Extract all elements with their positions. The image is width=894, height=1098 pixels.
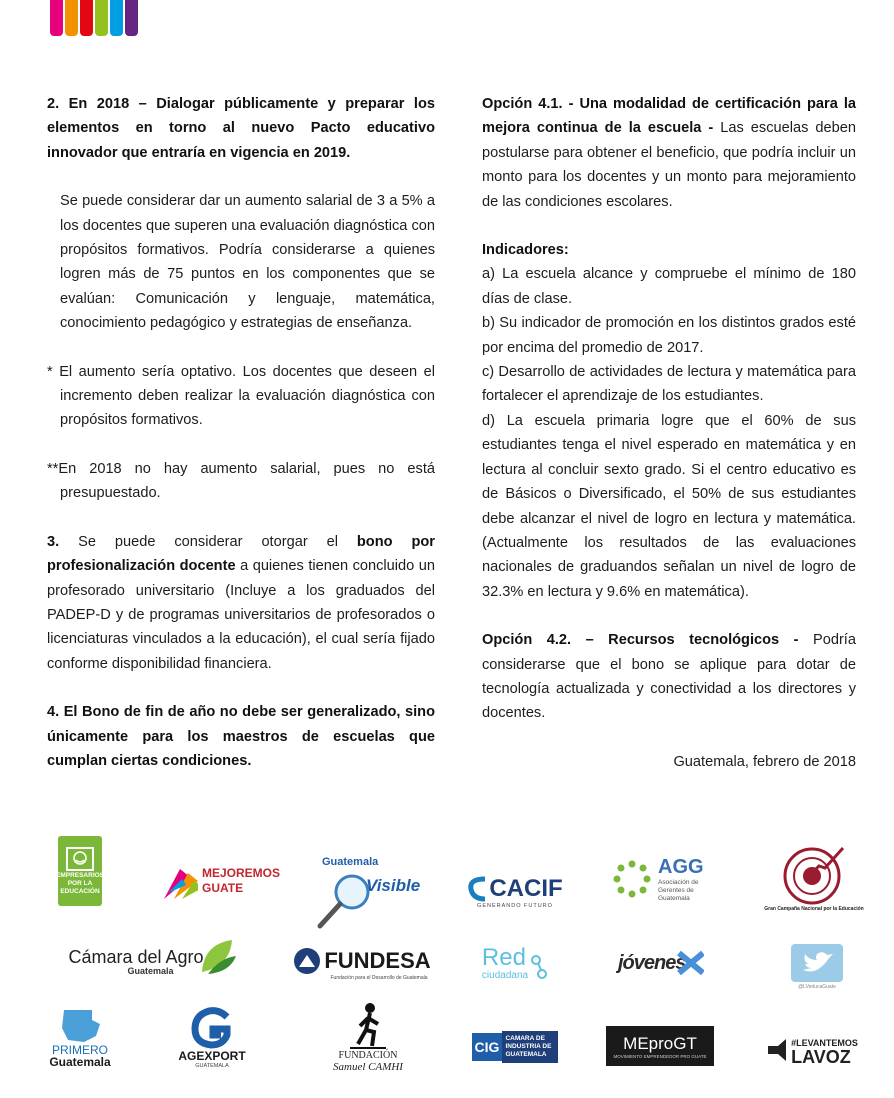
guatemala-map-icon	[58, 1006, 102, 1044]
note-optional-raise: * El aumento sería optativo. Los docentes que deseen el incremento deben realizar la evaluación diagnóstica con propósitos formativos.	[47, 363, 435, 429]
agg-dots-icon	[612, 859, 652, 899]
levantemos-label: #LEVANTEMOS	[791, 1038, 858, 1048]
logo-guatemala-visible	[306, 858, 422, 930]
logo-agexport	[172, 1004, 252, 1072]
fundesa-mark-icon	[293, 947, 321, 975]
agexport-label: AGEXPORT	[178, 1049, 246, 1063]
color-block-6	[125, 0, 138, 36]
logo-twitter-laveduca	[784, 938, 850, 994]
agg-label: AGG	[658, 855, 704, 878]
camhi-label-2: Samuel CAMHI	[333, 1060, 403, 1073]
cacif-mark-icon	[467, 875, 489, 903]
color-block-2	[65, 0, 78, 36]
logo-camara-agro	[66, 938, 240, 984]
right-column	[482, 92, 856, 774]
indicator-c: c) Desarrollo de actividades de lectura y matemática para fortalecer el aprendizaje de los estudiantes.	[482, 364, 856, 405]
network-nodes-icon	[528, 952, 548, 982]
mejoremos-label: MEJOREMOS	[201, 866, 280, 880]
ciudadana-label: ciudadana	[481, 970, 529, 981]
logo-mejoremos-guate	[160, 858, 280, 904]
cig-label: CIG	[472, 1033, 503, 1061]
logo-cig	[470, 1026, 560, 1068]
logo-meprogt	[606, 1026, 714, 1066]
twitter-bird-icon	[789, 942, 845, 984]
logo-empresarios	[55, 836, 105, 906]
guate-label: GUATE	[201, 881, 244, 895]
fundesa-sub: Fundación para el Desarrollo de Guatemala	[330, 975, 428, 981]
left-column	[47, 92, 435, 773]
guatemala-label-2: Guatemala	[49, 1055, 111, 1069]
camhi-label-1: FUNDACIÓN	[338, 1049, 398, 1061]
agexport-g-icon	[191, 1007, 233, 1049]
logo-agg	[610, 848, 718, 910]
fundesa-label: FUNDESA	[324, 948, 431, 973]
guatemala-label: Guatemala	[322, 856, 379, 868]
treadmill-figure-icon	[348, 1002, 388, 1050]
lavoz-label: LAVOZ	[791, 1047, 851, 1067]
indicator-d: d) La escuela primaria logre que el 60% de sus estudiantes tenga el nivel esperado en matemática y en lectura al concluir sexto grado. Si el centro educativo es de Básicos o Diversificado, el 50% de sus estudiantes debe alcanzar el nivel de logro en lectura y matemática. (Actualmente los resultados de las evaluaciones nacionales de graduandos señalan un nivel de logro de 32.3% en lectura y 9.6% en matemática).	[482, 412, 856, 600]
meprogt-sub: MOVIMIENTO EMPRENDEDOR PRO GUATE	[613, 1053, 707, 1059]
cacif-tagline: GENERANDO FUTURO	[477, 903, 553, 909]
hands-icon	[160, 859, 198, 903]
gran-campana-label: Gran Campaña Nacional por la Educación	[764, 906, 864, 912]
leaf-icon	[198, 936, 238, 976]
indicator-b: b) Su indicador de promoción en los distintos grados esté por encima del promedio de 2017.	[482, 315, 856, 356]
color-block-4	[95, 0, 108, 36]
jovenes-label: jóvenes	[618, 951, 686, 974]
logo-cacif	[462, 870, 568, 914]
point-2-title: 2. En 2018 – Dialogar públicamente y preparar los elementos en torno al nuevo Pacto educativo innovador que entraría en vigencia en 2019.	[47, 96, 435, 161]
note-no-raise-2018: **En 2018 no hay aumento salarial, pues no está presupuestado.	[47, 460, 435, 502]
indicators-title: Indicadores:	[482, 242, 569, 259]
cig-sub: CAMARA DE INDUSTRIA DE GUATEMALA	[502, 1031, 558, 1063]
logo-fundacion-camhi	[322, 992, 414, 1082]
logo-gran-campana	[764, 838, 864, 918]
megaphone-icon	[766, 1036, 788, 1064]
primero-label: PRIMERO	[51, 1043, 108, 1057]
agexport-sub: GUATEMALA	[195, 1063, 229, 1069]
empresarios-label: EMPRESARIOS POR LA EDUCACIÓN	[55, 872, 105, 895]
logo-primero-guatemala	[44, 1004, 116, 1070]
indicator-a: a) La escuela alcance y compruebe el mínimo de 180 días de clase.	[482, 266, 856, 307]
option-4-2: Opción 4.2. – Recursos tecnológicos - Podría considerarse que el bono se aplique para dotar de tecnología actualizada y conectividad a los directores y docentes.	[482, 632, 856, 722]
brand-color-bar	[50, 0, 140, 36]
visible-label: Visible	[366, 876, 421, 895]
signature-date: Guatemala, febrero de 2018	[673, 753, 856, 770]
color-block-5	[110, 0, 123, 36]
twitter-handle: @LVeducaGuate	[798, 984, 836, 990]
point-4: 4. El Bono de fin de año no debe ser generalizado, sino únicamente para los maestros de escuelas que cumplan ciertas condiciones.	[47, 704, 435, 769]
agro-sub: Guatemala	[127, 965, 174, 976]
color-block-3	[80, 0, 93, 36]
x-mark-icon	[677, 949, 704, 977]
option-4-1: Opción 4.1. - Una modalidad de certificación para la mejora continua de la escuela - Las escuelas deben postularse para obtener el beneficio, que podría incluir un monto para los docentes y un monto para mejoramiento de las condiciones escolares.	[482, 96, 856, 210]
campaign-emblem-icon	[779, 844, 849, 906]
agro-label: Cámara del Agro	[68, 946, 204, 967]
logo-fundesa	[288, 946, 436, 982]
smiley-book-icon	[65, 846, 95, 872]
color-block-1	[50, 0, 63, 36]
meprogt-label: MEproGT	[623, 1033, 697, 1053]
cacif-label: CACIF	[489, 875, 563, 902]
point-2-body: Se puede considerar dar un aumento salarial de 3 a 5% a los docentes que superen una evaluación diagnóstica con propósitos formativos. Podría considerarse a quienes logren más de 75 puntos en los componentes que se evalúan: Comunicación y lenguaje, matemática, conocimiento pedagógico y estrategias de enseñanza.	[60, 193, 435, 332]
logo-levantemos-la-voz	[766, 1030, 858, 1070]
agg-subtitle: Asociación de Gerentes de Guatemala	[658, 878, 699, 902]
red-label: Red	[481, 944, 526, 971]
logo-jovenes	[618, 942, 704, 984]
logo-red-ciudadana	[478, 944, 552, 990]
point-3: 3. Se puede considerar otorgar el bono por profesionalización docente a quienes tienen concluido un profesorado universitario (Incluye a los graduados del PADEP-D y de programas universitarios de profesorados o licenciaturas vinculados a la educación), el cual sería fijado conforme disponibilidad financiera.	[47, 533, 435, 672]
